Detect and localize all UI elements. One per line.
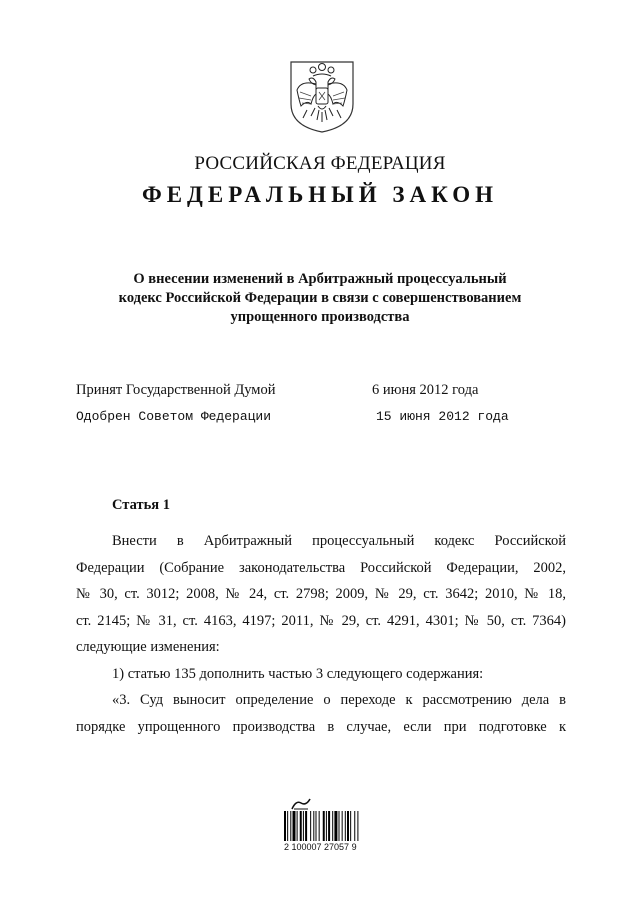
article-line: 1) статью 135 дополнить частью 3 следующего содержания: xyxy=(112,665,484,682)
document-type: ФЕДЕРАЛЬНЫЙ ЗАКОН xyxy=(141,182,499,207)
article-heading: Статья 1 xyxy=(112,497,170,513)
law-title xyxy=(100,270,540,327)
council-approval-date: 15 июня 2012 года xyxy=(376,409,509,424)
law-title-line: упрощенного производства xyxy=(230,309,410,325)
article-body xyxy=(76,528,566,740)
duma-adoption-label: Принят Государственной Думой xyxy=(76,382,276,398)
duma-adoption-date: 6 июня 2012 года xyxy=(372,382,479,398)
barcode-bars xyxy=(284,811,374,841)
article-line: Федерации (Собрание законодательства Российской Федерации, 2002, xyxy=(76,559,566,576)
barcode-logo-icon xyxy=(290,797,312,811)
article-line: порядке упрощенного производства в случае, если при подготовке к xyxy=(76,718,566,735)
article-line: следующие изменения: xyxy=(76,639,220,655)
article-line: «3. Суд выносит определение о переходе к рассмотрению дела в xyxy=(112,692,566,708)
law-title-line: кодекс Российской Федерации в связи с совершенствованием xyxy=(118,290,522,306)
article-line: № 30, ст. 3012; 2008, № 24, ст. 2798; 2009, № 29, ст. 3642; 2010, № 18, xyxy=(76,586,566,602)
barcode xyxy=(284,797,374,859)
barcode-number: 2 100007 27057 9 xyxy=(284,842,357,852)
article-line: Внести в Арбитражный процессуальный кодекс Российской xyxy=(112,533,566,549)
coat-of-arms-emblem xyxy=(289,60,355,134)
law-title-line: О внесении изменений в Арбитражный процессуальный xyxy=(133,271,507,287)
council-approval-label: Одобрен Советом Федерации xyxy=(76,409,272,424)
country-name: РОССИЙСКАЯ ФЕДЕРАЦИЯ xyxy=(194,153,446,174)
article-line: ст. 2145; № 31, ст. 4163, 4197; 2011, № 29, ст. 4291, 4301; № 50, ст. 7364) xyxy=(76,612,566,629)
